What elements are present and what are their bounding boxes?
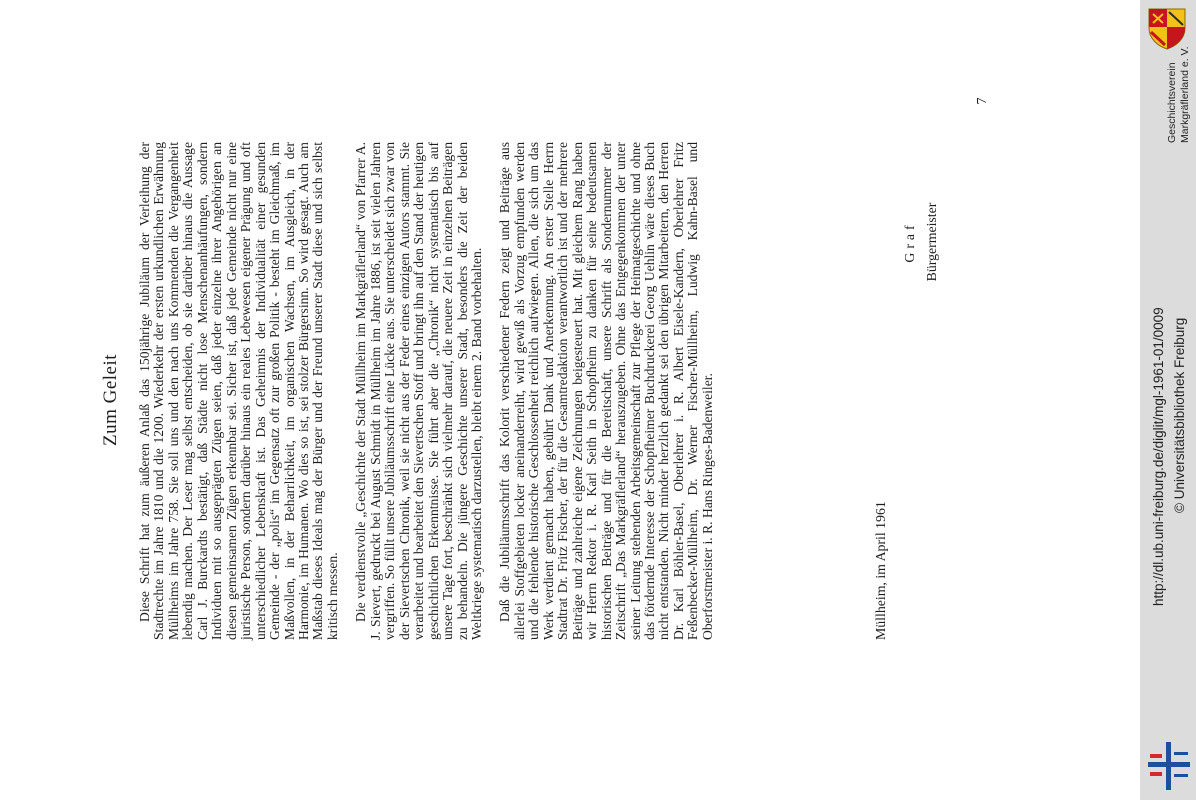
publisher-name-line1: Geschichtsverein: [1166, 62, 1178, 143]
paragraph-3: Daß die Jubiläumsschrift das Kolorit verschiedener Federn zeigt und Beiträge aus allerlei Stoffgebieten locker aneinanderreiht, wird gewiß als Vorzug empfunden werden und die fehlende historische Geschlossenheit reichlich aufwiegen. Allen, die sich um das Werk verdient gemacht haben, gebührt Dank und Anerkennung. An erster Stelle Herrn Stadtrat Dr. Fritz Fischer, der für die Gesamtredaktion verantwortlich ist und der mehrere Beiträge und zahlreiche eigene Zeichnungen beigesteuert hat. Mit gleichem Rang haben wir Herrn Rektor i. R. Karl Seith in Schopfheim zu danken für seine bedeutsamen historischen Beiträge und für die Bereitschaft, unsere Schrift als Sondernummer der Zeitschrift „Das Markgräflerland“ herauszugeben. Ohne das Entgegenkommen der unter seiner Leitung stehenden Arbeitsgemeinschaft zur Pflege der Heimatgeschichte und ohne das fördernde Interesse der Schopfheimer Buchdruckerei Georg Uehlin wäre dieses Buch nicht entstanden. Nicht minder herzlich gedankt sei den übrigen Mitarbeitern, den Herren Dr. Karl Böhler-Basel, Oberlehrer i. R. Albert Eisele-Kandern, Oberlehrer Fritz Feßenbecker-Müllheim, Dr. Werner Fischer-Müllheim, Ludwig Kahn-Basel und Oberforstmeister i. R. Hans Ringes-Badenweiler.: [497, 142, 715, 640]
page-number: 7: [975, 97, 990, 105]
document-url-link[interactable]: http://dl.ub.uni-freiburg.de/diglit/mgl-1961-01/0009: [1151, 307, 1166, 606]
body-text: [138, 142, 729, 640]
publisher-name-line2: Markgräflerland e. V.: [1179, 46, 1191, 143]
paragraph-1: Diese Schrift hat zum äußeren Anlaß das 150jährige Jubiläum der Verleihung der Stadtrechte im Jahre 1810 und die 1200. Wiederkehr der ersten urkundlichen Erwähnung Müllheims im Jahre 758. Sie soll uns und den nach uns Kommenden die Vergangenheit lebendig machen. Der Leser mag selbst entscheiden, ob sie darüber hinaus die Aussage Carl J. Burckardts bestätigt, daß Städte nicht lose Menschenanhäufungen, sondern Individuen mit so ausgeprägten Zügen seien, daß jeder einzelne ihrer Angehörigen an diesen gemeinsamen Zügen erkennbar sei. Sicher ist, daß jede Gemeinde nicht nur eine juristische Person, sondern darüber hinaus ein reales Lebewesen eigener Prägung und oft unterschiedlicher Lebenskraft ist. Das Geheimnis der Individualität einer gesunden Gemeinde - der „polis“ im Gegensatz oft zur großen Politik - besteht im Gleichmaß, im Maßvollen, in der Beharrlichkeit, im organischen Wachsen, im Ausgleich, in der Harmonie, im Humanen. Wo dies so ist, sei stolzer Bürgersinn. So wird gesagt. Auch am Maßstab dieses Ideals mag der Bürger und der Freund unserer Stadt diese und sich selbst kritisch messen.: [137, 142, 340, 640]
library-logo-icon[interactable]: [1146, 740, 1192, 792]
copyright-notice: © Universitätsbibliothek Freiburg: [1172, 317, 1187, 513]
closing-date-line: Müllheim, im April 1961: [873, 501, 888, 640]
signature-name: Graf: [902, 221, 917, 263]
signature-title: Bürgermeister: [924, 202, 939, 282]
paragraph-2: Die verdienstvolle „Geschichte der Stadt Müllheim im Markgräflerland“ von Pfarrer A. J. Sievert, gedruckt bei August Schmidt in Müllheim im Jahre 1886, ist seit vielen Jahren vergriffen. So füllt unsere Jubiläumsschrift eine Lücke aus. Sie unterscheidet sich zwar von der Sievertschen Chronik, weil sie nicht aus der Feder eines einzigen Autors stammt. Sie verarbeitet und bearbeitet den Sievertschen Stoff und bringt ihn auf den Stand der heutigen geschichtlichen Erkenntnisse. Sie führt aber die „Chronik“ nicht systematisch bis auf unsere Tage fort, beschränkt sich vielmehr darauf, die neuere Zeit in einzelnen Beiträgen zu behandeln. Die jüngere Geschichte unserer Stadt, besonders die Zeit der beiden Weltkriege systematisch darzustellen, bleibt einem 2. Band vorbehalten.: [353, 142, 484, 640]
page-title: Zum Geleit: [100, 353, 121, 447]
